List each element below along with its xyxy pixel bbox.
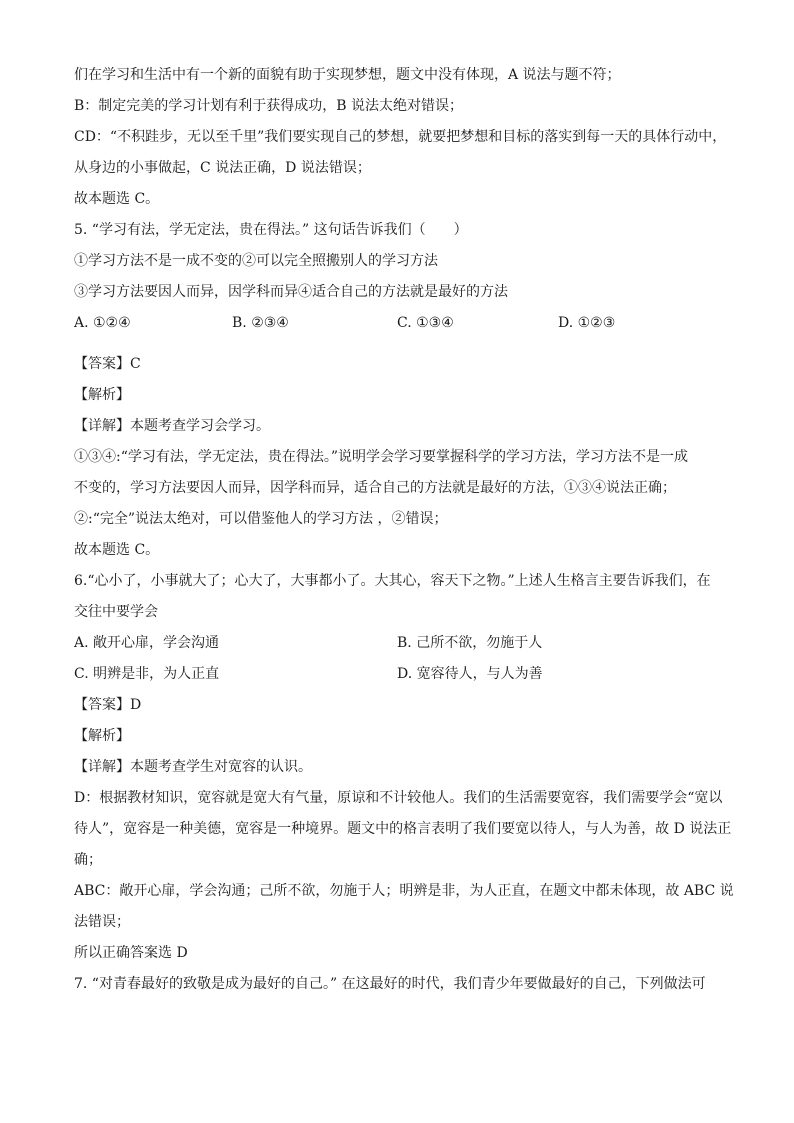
statement-line: ③学习方法要因人而异，因学科而异④适合自己的方法就是最好的方法	[74, 284, 508, 300]
exam-page	[74, 60, 734, 1000]
explanation-line: 不变的，学习方法要因人而异，因学科而异，适合自己的方法就是最好的方法，①③④说法正确；	[74, 480, 676, 496]
question-stem: 交往中要学会	[74, 604, 158, 620]
explanation-line: 待人”，宽容是一种美德，宽容是一种境界。题文中的格言表明了我们要宽以待人，与人为善，故 D 说法正	[74, 821, 732, 837]
detail-line: 【详解】本题考查学习会学习。	[74, 418, 270, 434]
question-stem: 6.“心小了，小事就大了；心大了，大事都小了。大其心，容天下之物。”上述人生格言主要告诉我们，在	[74, 573, 711, 589]
explanation-line: ①③④:“学习有法，学无定法，贵在得法。”说明学会学习要掌握科学的学习方法，学习方法不是一成	[74, 449, 689, 465]
text-line: B：制定完美的学习计划有利于获得成功，B 说法太绝对错误；	[74, 98, 464, 114]
explanation-line: 确；	[74, 852, 102, 868]
option-a: A. 敞开心扉，学会沟通	[74, 635, 220, 651]
explanation-line: ABC：敞开心扉，学会沟通；己所不欲，勿施于人；明辨是非，为人正直，在题文中都未体现，故 ABC 说	[74, 883, 734, 899]
option-c: C. 明辨是非，为人正直	[74, 666, 220, 682]
answer-options	[74, 659, 724, 690]
question-5	[74, 215, 724, 566]
option-b: B. ②③④	[232, 315, 289, 331]
option-d: D. ①②③	[558, 315, 616, 331]
answer-line: 【答案】C	[74, 356, 141, 372]
question-7	[74, 969, 724, 1000]
text-line: 从身边的小事做起，C 说法正确，D 说法错误；	[74, 160, 371, 176]
explanation-line: ②:“完全”说法太绝对，可以借鉴他人的学习方法 ，②错误；	[74, 511, 448, 527]
statement-line: ①学习方法不是一成不变的②可以完全照搬别人的学习方法	[74, 253, 438, 269]
detail-line: 【详解】本题考查学生对宽容的认识。	[74, 759, 312, 775]
analysis-heading: 【解析】	[74, 728, 130, 744]
explanation-line: D：根据教材知识，宽容就是宽大有气量，原谅和不计较他人。我们的生活需要宽容，我们需要学会“宽以	[74, 790, 723, 806]
option-b: B. 己所不欲，勿施于人	[397, 635, 543, 651]
option-c: C. ①③④	[397, 315, 454, 331]
option-a: A. ①②④	[74, 315, 131, 331]
question-stem: 5. “学习有法，学无定法，贵在得法。” 这句话告诉我们（ ）	[74, 222, 468, 238]
analysis-heading: 【解析】	[74, 387, 130, 403]
text-line: CD：“不积跬步，无以至千里”我们要实现自己的梦想，就要把梦想和目标的落实到每一天的具体行动中，	[74, 129, 727, 145]
answer-options	[74, 308, 724, 339]
explanation-line: 法错误；	[74, 914, 130, 930]
question-stem: 7. “对青春最好的致敬是成为最好的自己。” 在这最好的时代，我们青少年要做最好的自己，下列做法可	[74, 976, 706, 992]
conclusion-line: 故本题选 C。	[74, 191, 160, 207]
question-4-explanation	[74, 60, 727, 215]
text-line: 们在学习和生活中有一个新的面貌有助于实现梦想，题文中没有体现，A 说法与题不符；	[74, 67, 621, 83]
answer-line: 【答案】D	[74, 697, 142, 713]
question-6	[74, 566, 734, 969]
conclusion-line: 故本题选 C。	[74, 542, 160, 558]
option-d: D. 宽容待人，与人为善	[397, 666, 543, 682]
answer-options	[74, 628, 724, 659]
conclusion-line: 所以正确答案选 D	[74, 945, 188, 961]
